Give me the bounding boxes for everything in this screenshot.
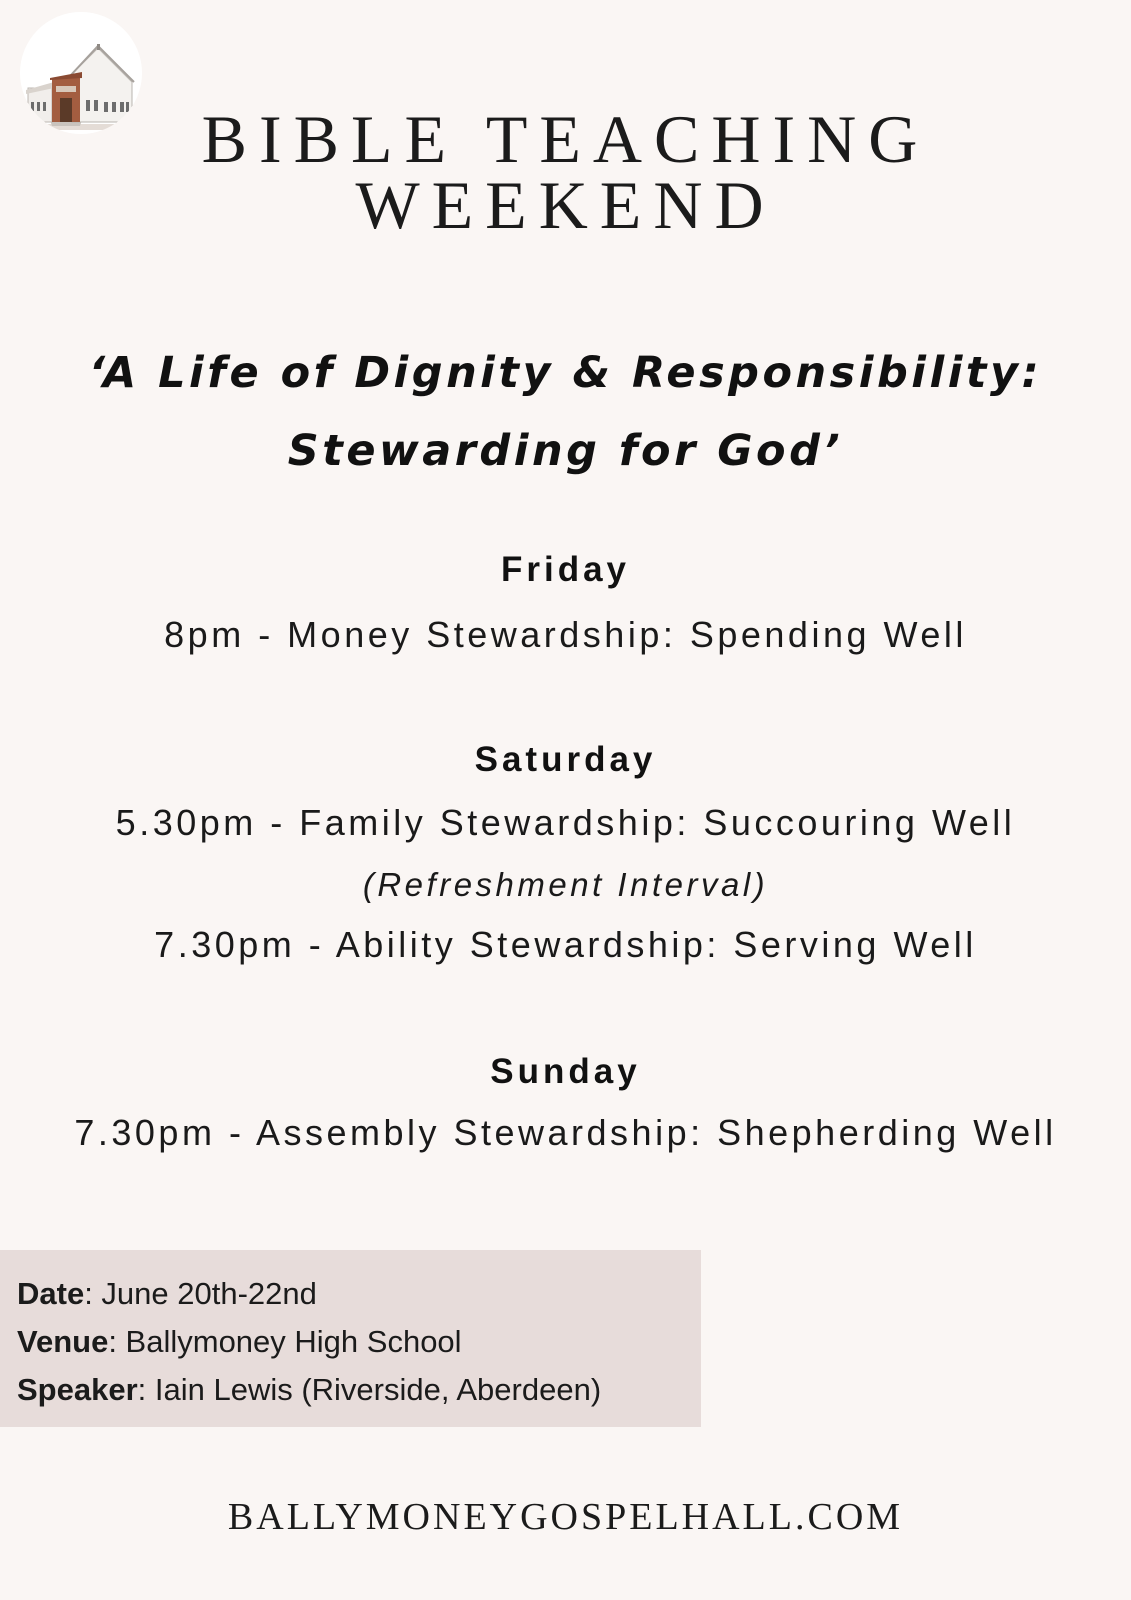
speaker-value: : Iain Lewis (Riverside, Aberdeen) [137,1372,602,1407]
speaker-label: Speaker [17,1372,138,1407]
venue-value: : Ballymoney High School [108,1324,462,1359]
refreshment-interval: (Refreshment Interval) [362,866,769,903]
session-friday-1: 8pm - Money Stewardship: Spending Well [164,614,967,655]
subtitle-line-1: ‘A Life of Dignity & Responsibility: [88,348,1043,398]
venue-label: Venue [17,1324,109,1359]
subtitle-line-2: Stewarding for God’ [287,426,844,476]
day-heading-friday: Friday [500,550,631,589]
title-line-1: BIBLE TEACHING [201,101,930,177]
page-title [0,101,1131,243]
title-line-2: WEEKEND [355,167,776,243]
day-heading-sunday: Sunday [490,1052,641,1091]
date-value: : June 20th-22nd [84,1276,317,1311]
date-label: Date [17,1276,85,1311]
session-saturday-1: 5.30pm - Family Stewardship: Succouring Well [115,802,1016,843]
session-saturday-2: 7.30pm - Ability Stewardship: Serving Well [154,924,977,965]
detail-venue [17,1318,701,1366]
session-sunday-1: 7.30pm - Assembly Stewardship: Shepherding Well [74,1112,1057,1153]
event-details-box [0,1250,701,1427]
detail-date [17,1270,701,1318]
day-heading-saturday: Saturday [474,740,657,779]
detail-speaker [17,1366,701,1414]
series-subtitle [0,334,1131,490]
website-url: BALLYMONEYGOSPELHALL.COM [227,1496,904,1538]
